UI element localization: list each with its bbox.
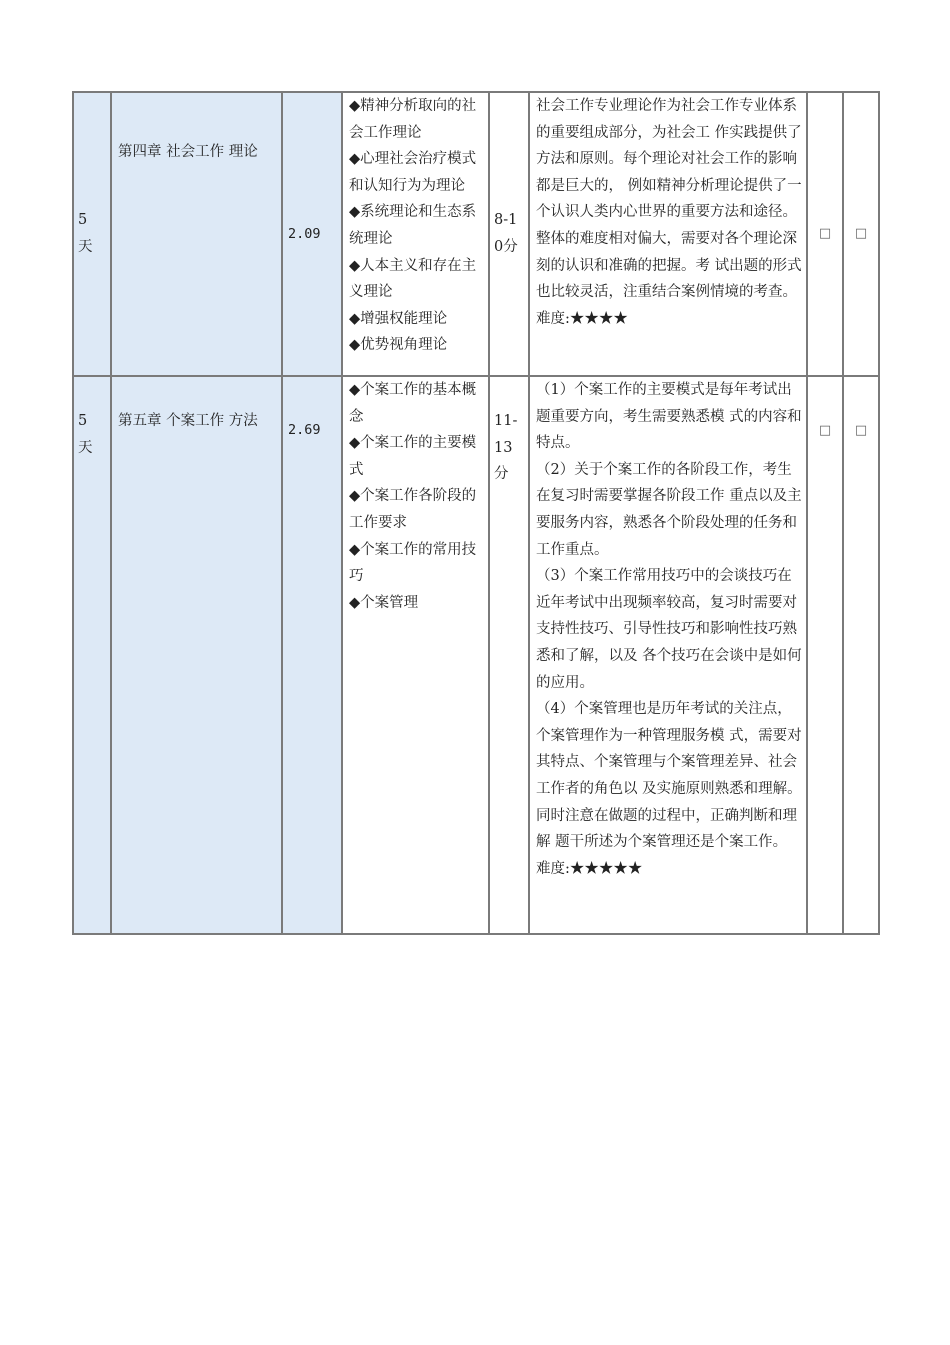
table-row [73,92,879,376]
topic-item: ◆心理社会治疗模式和认知行为为理论 [349,151,477,194]
chapter-cell [111,92,282,376]
checkbox-2[interactable]: □ [854,423,868,438]
topic-item: ◆个案工作的常用技巧 [349,541,477,585]
days-cell [73,92,111,376]
checkbox-cell[interactable] [843,92,879,376]
description-paragraph: （3）个案工作常用技巧中的会谈技巧在近年考试中出现频率较高，复习时需要对支持性技巧、引导性技巧和影响性技巧熟悉和了解，以及 各个技巧在会谈中是如何的应用。 [536,568,802,691]
weight-cell [282,376,342,934]
difficulty-rating: 难度:★★★★ [536,310,628,327]
difficulty-rating: 难度:★★★★★ [536,860,643,877]
topics-cell [342,376,489,934]
checkbox-1[interactable]: □ [818,423,832,438]
chapter-title: 第五章 个案工作 方法 [118,413,258,429]
score-value: 11-13分 [494,413,518,483]
checkbox-cell[interactable] [843,376,879,934]
chapter-cell [111,376,282,934]
weight-value: 2.09 [288,225,321,242]
topic-item: ◆精神分析取向的社会工作理论 [349,98,477,141]
weight-cell [282,92,342,376]
score-cell [489,92,529,376]
topic-item: ◆优势视角理论 [349,337,448,354]
description-paragraph: （1）个案工作的主要模式是每年考试出题重要方向，考生需要熟悉模 式的内容和特点。 [536,382,802,452]
topic-item: ◆个案工作的基本概念 [349,382,477,425]
days-number: 5 [78,212,88,229]
days-cell [73,376,111,934]
topic-item: ◆个案工作的主要模式 [349,435,477,478]
checkbox-2[interactable]: □ [854,226,868,242]
days-unit: 天 [78,439,93,456]
topic-item: ◆增强权能理论 [349,310,448,327]
description-cell [529,92,807,376]
description-cell [529,376,807,934]
table-row [73,376,879,934]
topic-item: ◆个案工作各阶段的工作要求 [349,488,477,531]
weight-value: 2.69 [288,422,321,438]
topic-item: ◆系统理论和生态系统理论 [349,204,477,247]
checkbox-cell[interactable] [807,376,843,934]
chapter-title: 第四章 社会工作 理论 [118,144,258,160]
days-unit: 天 [78,239,93,255]
description-paragraph: （4）个案管理也是历年考试的关注点，个案管理作为一种管理服务模 式，需要对其特点、个案管理与个案管理差异、社会工作者的角色以 及实施原则熟悉和理解。同时注意在做题的过程中，正确判断和理解 题干所述为个案管理还是个案工作。 [536,701,802,851]
checkbox-1[interactable]: □ [818,226,832,242]
score-value: 8-10分 [494,212,518,255]
days-number: 5 [78,413,88,429]
description-paragraph: （2）关于个案工作的各阶段工作，考生在复习时需要掌握各阶段工作 重点以及主要服务内容，熟悉各个阶段处理的任务和工作重点。 [536,461,802,558]
description-text: 社会工作专业理论作为社会工作专业体系的重要组成部分，为社会工 作实践提供了方法和原则。每个理论对社会工作的影响都是巨大的， 例如精神分析理论提供了一个认识人类内心世界的重要方法和途径。 整体的难度相对偏大，需要对各个理论深刻的认识和准确的把握。考 试出题的形式也比较灵活，注重结合案例情境的考查。 [536,98,802,301]
checkbox-cell[interactable] [807,92,843,376]
topics-cell [342,92,489,376]
topic-item: ◆人本主义和存在主义理论 [349,257,477,301]
score-cell [489,376,529,934]
study-plan-table [72,91,880,935]
topic-item: ◆个案管理 [349,594,419,611]
